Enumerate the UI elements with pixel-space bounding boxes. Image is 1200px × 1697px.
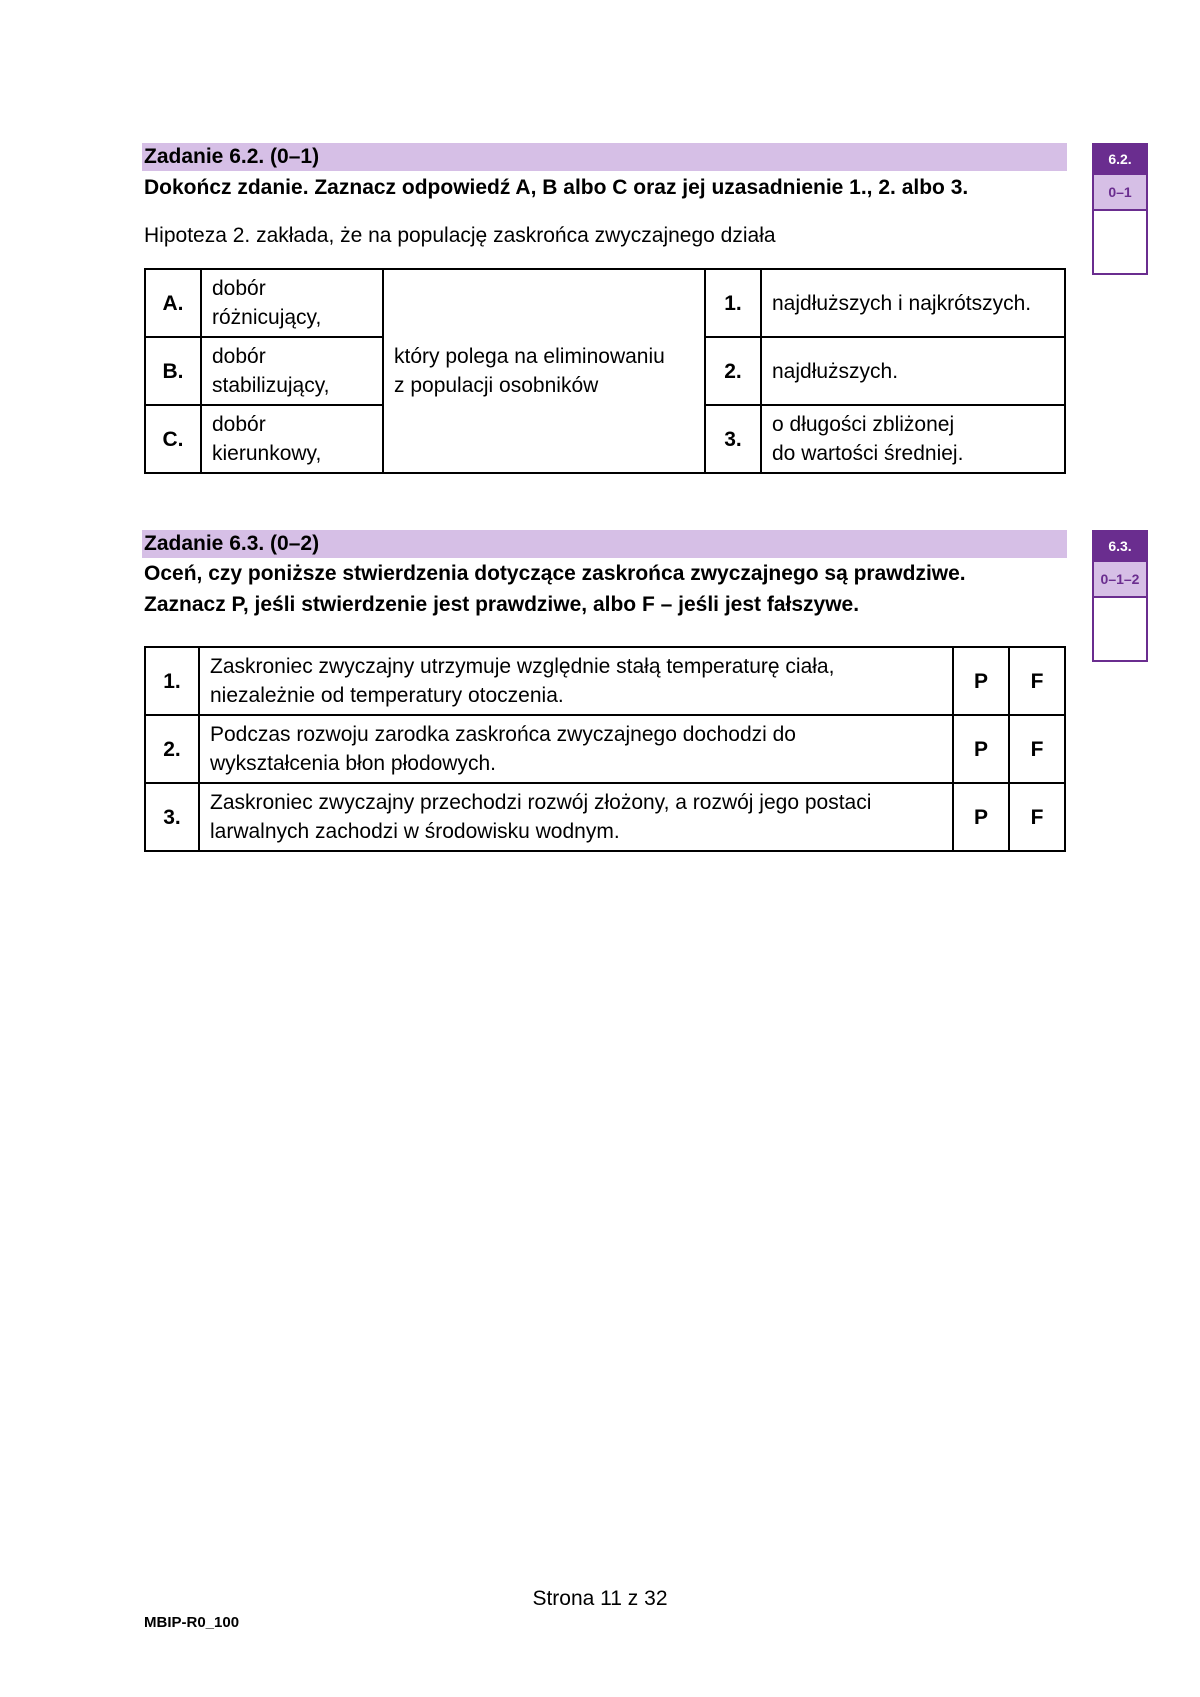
statement-text: Podczas rozwoju zarodka zaskrońca zwyczajnego dochodzi do wykształcenia błon płodowych.	[199, 715, 953, 783]
task-6-3-instruction: Oceń, czy poniższe stwierdzenia dotyczące zaskrońca zwyczajnego są prawdziwe. Zaznacz P, jeśli stwierdzenie jest prawdziwe, albo F – jeśli jest fałszywe.	[144, 562, 966, 616]
table-row	[145, 715, 1065, 783]
false-option[interactable]: F	[1009, 783, 1065, 851]
task-6-2-header: Zadanie 6.2. (0–1)	[142, 143, 1067, 171]
statement-number: 1.	[145, 647, 199, 715]
task-6-2-instruction: Dokończ zdanie. Zaznacz odpowiedź A, B albo C oraz jej uzasadnienie 1., 2. albo 3.	[144, 176, 969, 199]
true-option[interactable]: P	[953, 647, 1009, 715]
reason-3[interactable]: 3.	[705, 405, 761, 473]
option-b[interactable]: B.	[145, 337, 201, 405]
true-option[interactable]: P	[953, 715, 1009, 783]
reason-2-text: najdłuższych.	[761, 337, 1065, 405]
statement-number: 3.	[145, 783, 199, 851]
table-row	[145, 783, 1065, 851]
score-id: 6.3.	[1094, 532, 1146, 560]
score-id: 6.2.	[1094, 145, 1146, 173]
option-a-text: dobór różnicujący,	[201, 269, 383, 337]
table-row	[145, 647, 1065, 715]
reason-3-text: o długości zbliżonej do wartości średniej.	[761, 405, 1065, 473]
task-6-2-hypothesis: Hipoteza 2. zakłada, że na populację zaskrońca zwyczajnego działa	[144, 224, 776, 247]
middle-text: który polega na eliminowaniu z populacji osobników	[383, 269, 705, 473]
true-option[interactable]: P	[953, 783, 1009, 851]
statement-text: Zaskroniec zwyczajny utrzymuje względnie stałą temperaturę ciała, niezależnie od temperatury otoczenia.	[199, 647, 953, 715]
score-range: 0–1–2	[1094, 560, 1146, 598]
answer-table-6-2	[144, 268, 1066, 474]
statement-number: 2.	[145, 715, 199, 783]
score-box-6-3	[1092, 530, 1148, 662]
true-false-table-6-3	[144, 646, 1066, 852]
exam-code: MBIP-R0_100	[144, 1614, 240, 1631]
reason-1[interactable]: 1.	[705, 269, 761, 337]
false-option[interactable]: F	[1009, 715, 1065, 783]
statement-text: Zaskroniec zwyczajny przechodzi rozwój złożony, a rozwój jego postaci larwalnych zachodzi w środowisku wodnym.	[199, 783, 953, 851]
score-box-6-2	[1092, 143, 1148, 275]
option-a[interactable]: A.	[145, 269, 201, 337]
option-c-text: dobór kierunkowy,	[201, 405, 383, 473]
reason-1-text: najdłuższych i najkrótszych.	[761, 269, 1065, 337]
option-b-text: dobór stabilizujący,	[201, 337, 383, 405]
false-option[interactable]: F	[1009, 647, 1065, 715]
option-c[interactable]: C.	[145, 405, 201, 473]
reason-2[interactable]: 2.	[705, 337, 761, 405]
score-field[interactable]	[1094, 211, 1146, 273]
task-6-3-header: Zadanie 6.3. (0–2)	[142, 530, 1067, 558]
page-number: Strona 11 z 32	[532, 1587, 668, 1610]
score-field[interactable]	[1094, 598, 1146, 660]
score-range: 0–1	[1094, 173, 1146, 211]
